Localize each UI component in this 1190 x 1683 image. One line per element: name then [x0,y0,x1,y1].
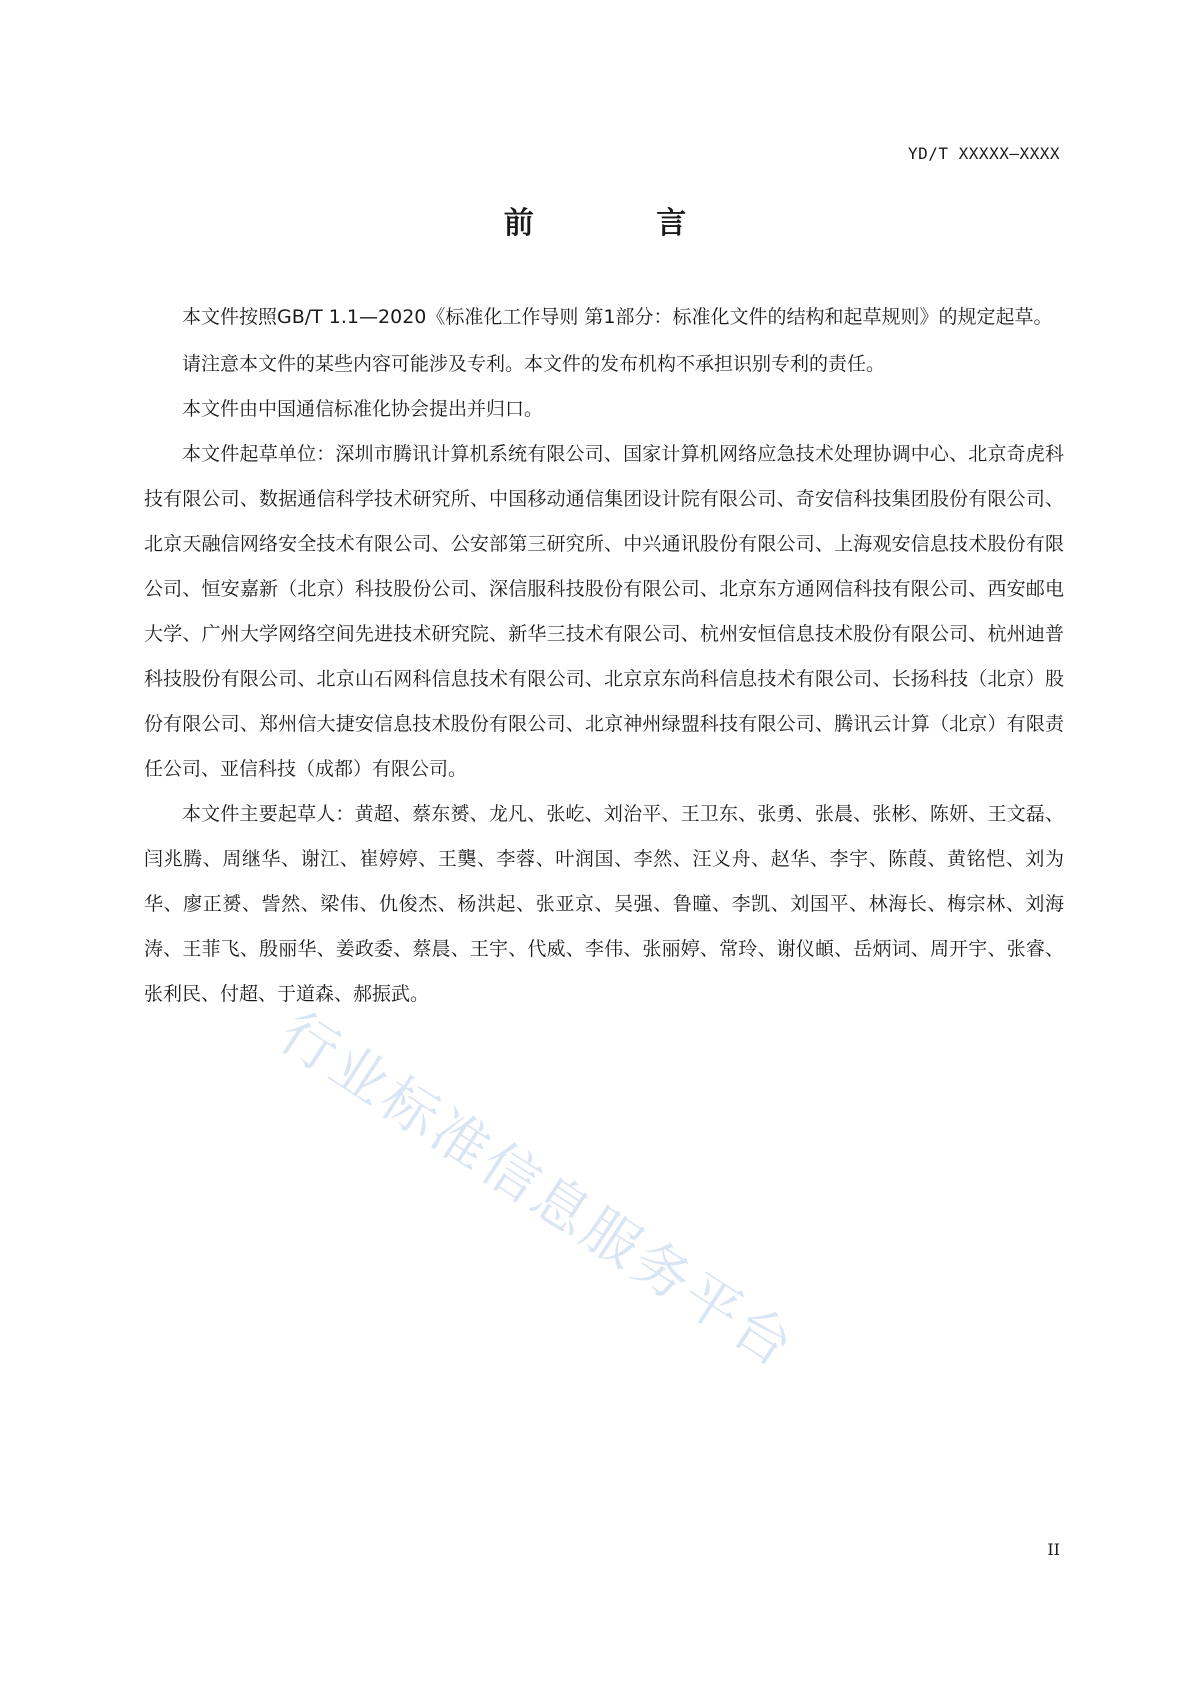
paragraph-standard-basis: 本文件按照GB/T 1.1—2020《标准化工作导则 第1部分：标准化文件的结构和起草规则》的规定起草。 [182,306,1053,328]
watermark: 行业标准信息服务平台 [268,1000,807,1382]
page-title: 前 言 [503,206,743,241]
foreword-body [144,292,1064,1017]
paragraph-drafters: 本文件主要起草人：黄超、蔡东赟、龙凡、张屹、刘治平、王卫东、张勇、张晨、张彬、陈妍、王文磊、闫兆腾、周继华、谢江、崔婷婷、王龑、李蓉、叶润国、李然、汪义舟、赵华、李宇、陈葭、黄铭恺、刘为华、廖正赟、訾然、梁伟、仇俊杰、杨洪起、张亚京、吴强、鲁曈、李凯、刘国平、林海长、梅宗林、刘海涛、王菲飞、殷丽华、姜政委、蔡晨、王宇、代威、李伟、张丽婷、常玲、谢仪頔、岳炳词、周开宇、张睿、张利民、付超、于道森、郝振武。 [144,803,1064,1005]
page-number: II [1047,1540,1060,1559]
document-code: YD/T XXXXX—XXXX [908,144,1060,163]
paragraph-patent-notice: 请注意本文件的某些内容可能涉及专利。本文件的发布机构不承担识别专利的责任。 [182,353,886,375]
paragraph-proposer: 本文件由中国通信标准化协会提出并归口。 [182,398,544,420]
paragraph-drafting-units: 本文件起草单位：深圳市腾讯计算机系统有限公司、国家计算机网络应急技术处理协调中心、北京奇虎科技有限公司、数据通信科学技术研究所、中国移动通信集团设计院有限公司、奇安信科技集团股份有限公司、北京天融信网络安全技术有限公司、公安部第三研究所、中兴通讯股份有限公司、上海观安信息技术股份有限公司、恒安嘉新（北京）科技股份公司、深信服科技股份有限公司、北京东方通网信科技有限公司、西安邮电大学、广州大学网络空间先进技术研究院、新华三技术有限公司、杭州安恒信息技术股份有限公司、杭州迪普科技股份有限公司、北京山石网科信息技术有限公司、北京京东尚科信息技术有限公司、长扬科技（北京）股份有限公司、郑州信大捷安信息技术股份有限公司、北京神州绿盟科技有限公司、腾讯云计算（北京）有限责任公司、亚信科技（成都）有限公司。 [144,443,1064,780]
